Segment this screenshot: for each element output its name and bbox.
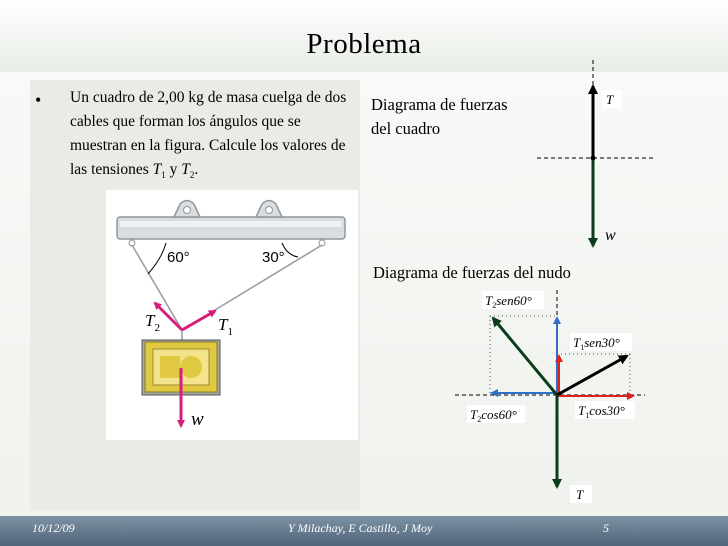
diagram1-label-line2: del cuadro <box>371 119 441 138</box>
figure-t1-sub: 1 <box>227 326 233 338</box>
t1-symbol: T <box>152 161 162 178</box>
diagram2-label: Diagrama de fuerzas del nudo <box>373 263 571 282</box>
t1sen-sub: 1 <box>580 343 585 352</box>
t2sen-sub: 2 <box>492 301 497 310</box>
t2sen-rest: sen60° <box>496 293 532 308</box>
diagram2-forces <box>455 290 645 503</box>
t2cos-label <box>470 407 517 424</box>
figure-t1-label <box>218 315 233 338</box>
footer-page-number: 5 <box>603 521 609 535</box>
t2-vector-arrow <box>493 318 557 395</box>
t2cos-rest: cos60° <box>481 407 517 422</box>
picture-shape-right <box>180 356 202 378</box>
t1cos-main: T <box>578 403 586 418</box>
t1-arrow <box>182 311 215 330</box>
footer-date: 10/12/09 <box>32 521 75 535</box>
t1-subscript: 1 <box>161 170 166 181</box>
t1cos-sub: 1 <box>585 411 590 420</box>
t2sen-label <box>485 293 532 310</box>
figure-t2-main: T <box>145 311 155 330</box>
footer-authors: Y Milachay, E Castillo, J Moy <box>288 521 433 535</box>
t2cos-main: T <box>470 407 478 422</box>
angle-right-label: 30° <box>262 249 285 266</box>
ceiling-bar <box>117 217 345 239</box>
angle-left-label: 60° <box>167 249 190 266</box>
diagram1-label-line1: Diagrama de fuerzas <box>371 95 508 114</box>
t1-vector-arrow <box>557 356 627 395</box>
figure-t2-sub: 2 <box>154 322 160 334</box>
connector-text: y <box>165 161 182 178</box>
angle-arc-left <box>148 243 166 274</box>
diagram1-origin <box>591 156 596 161</box>
t1cos-label <box>578 403 625 420</box>
hook-left-hole <box>184 207 191 214</box>
diagram1-t-label: T <box>606 92 614 107</box>
picture-shape-left <box>160 356 180 378</box>
hook-right-hole <box>266 207 273 214</box>
t2cos-sub: 2 <box>477 415 482 424</box>
diagram1-w-label: w <box>605 227 616 244</box>
hanging-picture-figure <box>117 201 345 431</box>
bullet-symbol: • <box>35 90 42 110</box>
t1sen-label <box>573 335 620 352</box>
t2-symbol: T <box>181 161 190 178</box>
figure-t1-main: T <box>218 315 228 334</box>
t1sen-main: T <box>573 335 581 350</box>
slide-title: Problema <box>306 28 422 60</box>
period: . <box>194 161 199 178</box>
t1cos-rest: cos30° <box>589 403 625 418</box>
t1sen-rest: sen30° <box>584 335 620 350</box>
diagram2-t-label: T <box>576 487 584 502</box>
problem-text: Un cuadro de 2,00 kg de masa cuelga de dos cables que forman los ángulos que se muestran en la figura. Calcule los valores de las tensiones <box>70 89 347 178</box>
figure-t2-label <box>145 311 160 334</box>
t2sen-main: T <box>485 293 493 308</box>
ceiling-bar-highlight <box>120 221 342 227</box>
t2-subscript: 2 <box>189 170 195 181</box>
diagram1-forces <box>537 60 655 246</box>
figure-w-label: w <box>191 409 204 430</box>
